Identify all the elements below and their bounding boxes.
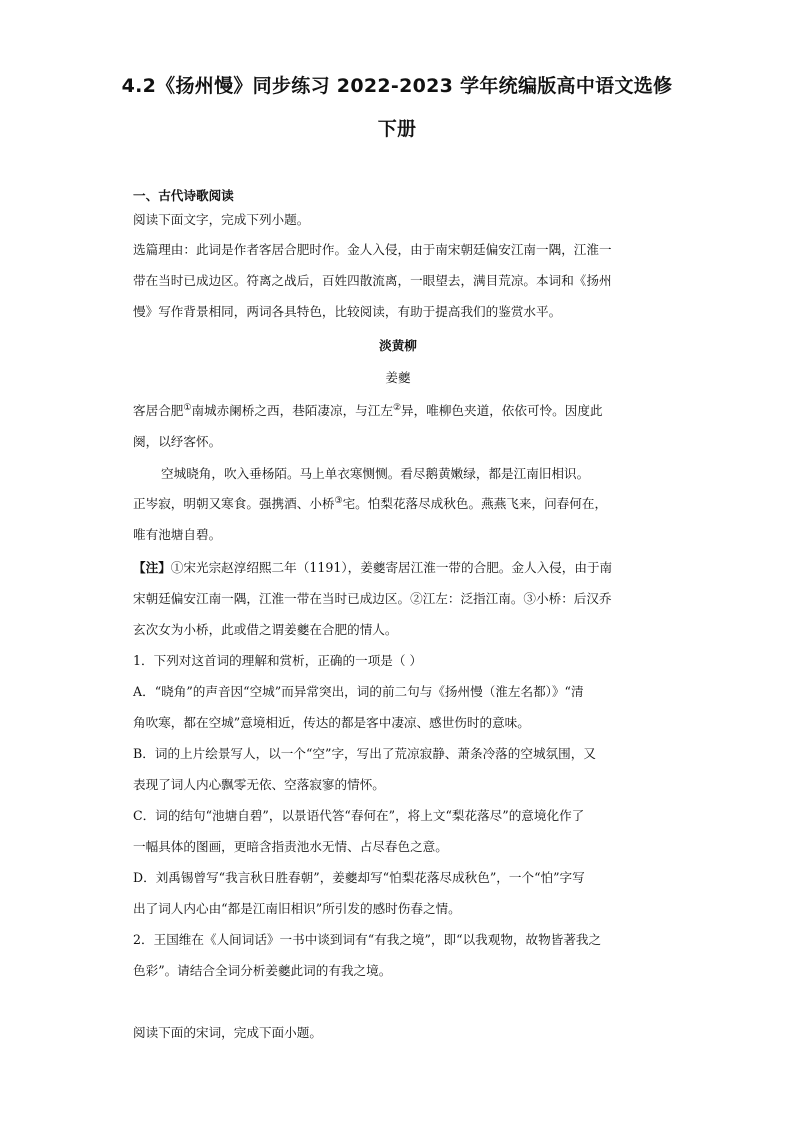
option-a: A．“晓角”的声音因“空城”而异常突出，词的前二句与《扬州慢（淮左名都）》“清 — [133, 684, 584, 699]
footnote-marker: ② — [392, 402, 402, 413]
option-c-cont: 一幅具体的图画，更暗含指责池水无情、占尽春色之意。 — [133, 839, 448, 854]
document-title-line1: 4.2《扬州慢》同步练习 2022-2023 学年统编版高中语文选修 — [121, 75, 673, 97]
poem-preface-line: 客居合肥①南城赤阑桥之西，巷陌凄凉，与江左②异，唯柳色夹道，依依可怜。因度此 — [133, 402, 603, 418]
option-d: D．刘禹锡曾写“我言秋日胜春朝”，姜夔却写“怕梨花落尽成秋色”，一个“怕”字写 — [133, 870, 585, 885]
question-2: 2．王国维在《人间词话》一书中谈到词有“有我之境”，即“以我观物，故物皆著我之 — [133, 932, 602, 947]
reason-line: 慢》写作背景相同，两词各具特色，比较阅读，有助于提高我们的鉴赏水平。 — [133, 304, 562, 319]
section-heading: 一、古代诗歌阅读 — [133, 188, 234, 203]
option-a-cont: 角吹寒，都在空城”意境相近，传达的都是客中凄凉、感世伤时的意味。 — [133, 715, 530, 730]
question-1: 1．下列对这首词的理解和赏析，正确的一项是（ ） — [133, 653, 423, 668]
poem-verse-line: 空城晓角，吹入垂杨陌。马上单衣寒恻恻。看尽鹅黄嫩绿，都是江南旧相识。 — [161, 466, 590, 481]
poem-verse-line: 唯有池塘自碧。 — [133, 527, 222, 542]
poem-preface-line: 阕，以纾客怀。 — [133, 434, 222, 449]
poem-author: 姜夔 — [385, 370, 411, 385]
note-line: 宋朝廷偏安江南一隅，江淮一带在当时已成边区。②江左：泛指江南。③小桥：后汉乔 — [133, 591, 612, 606]
option-d-cont: 出了词人内心由“都是江南旧相识”所引发的感时伤春之情。 — [133, 901, 461, 916]
note-line: 玄次女为小桥，此或借之谓姜夔在合肥的情人。 — [133, 622, 398, 637]
question-2-cont: 色彩”。请结合全词分析姜夔此词的有我之境。 — [133, 963, 392, 978]
option-b: B．词的上片绘景写人，以一个“空”字，写出了荒凉寂静、萧条冷落的空城氛围，又 — [133, 746, 596, 761]
option-b-cont: 表现了词人内心飘零无依、空落寂寥的情怀。 — [133, 777, 385, 792]
note-label: 【注】 — [133, 560, 171, 575]
document-title-line2: 下册 — [377, 118, 417, 140]
footnote-marker: ③ — [334, 495, 343, 506]
poem-title: 淡黄柳 — [379, 338, 417, 353]
option-c: C．词的结句“池塘自碧”，以景语代答“春何在”，将上文“梨花落尽”的意境化作了 — [133, 808, 585, 823]
footnote-marker: ① — [183, 402, 192, 413]
reason-line: 选篇理由：此词是作者客居合肥时作。金人入侵，由于南宋朝廷偏安江南一隅，江淮一 — [133, 242, 612, 257]
section-2-instruction: 阅读下面的宋词，完成下面小题。 — [133, 1025, 322, 1040]
section-instruction: 阅读下面文字，完成下列小题。 — [133, 212, 310, 227]
note-line: 【注】①宋光宗赵淳绍熙二年（1191），姜夔寄居江淮一带的合肥。金人入侵，由于南 — [133, 560, 613, 575]
poem-verse-line: 正岑寂，明朝又寒食。强携酒、小桥③宅。怕梨花落尽成秋色。燕燕飞来，问春何在， — [133, 495, 608, 511]
reason-line: 带在当时已成边区。符离之战后，百姓四散流离，一眼望去，满目荒凉。本词和《扬州 — [133, 273, 612, 288]
